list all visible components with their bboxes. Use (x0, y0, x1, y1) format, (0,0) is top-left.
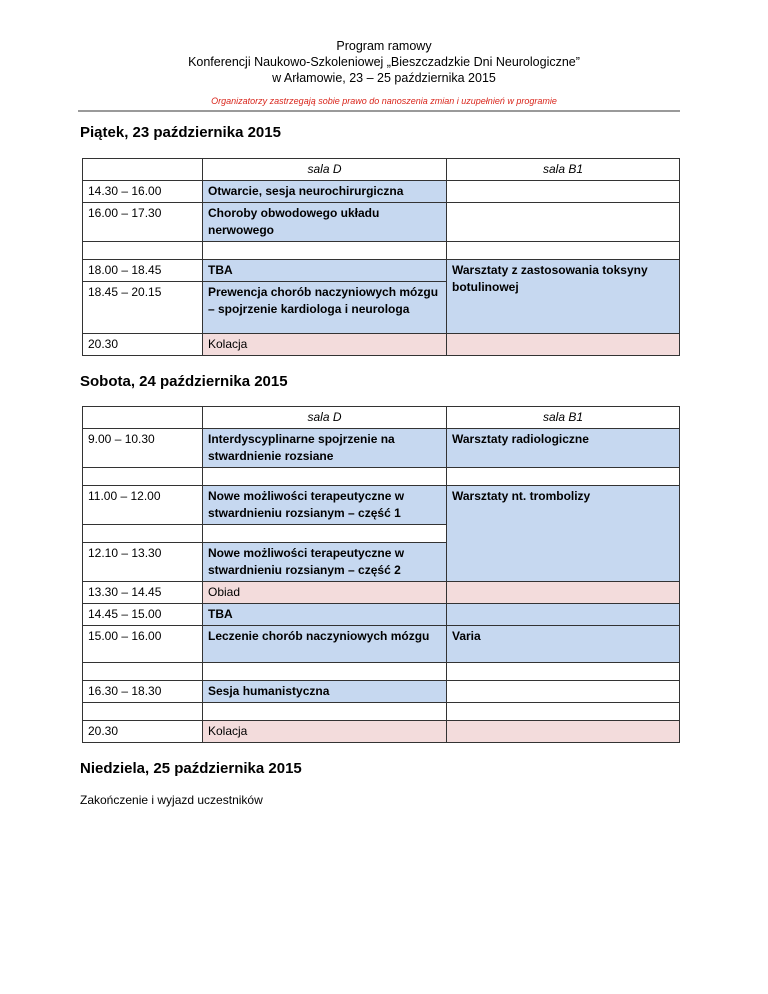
table-row (83, 429, 680, 468)
session-cell: TBA (203, 604, 447, 626)
empty-cell (203, 242, 447, 260)
room-header-sala-d: sala D (203, 159, 447, 181)
time-cell: 15.00 – 16.00 (83, 626, 203, 663)
table-row (83, 604, 680, 626)
time-cell: 20.30 (83, 721, 203, 743)
table-row (83, 486, 680, 525)
time-cell: 20.30 (83, 334, 203, 356)
empty-cell (447, 203, 680, 242)
workshop-cell: Warsztaty z zastosowania toksyny botulinowej (447, 260, 680, 334)
empty-cell (83, 468, 203, 486)
empty-cell (447, 703, 680, 721)
empty-cell (83, 242, 203, 260)
table-header-row (83, 159, 680, 181)
saturday-table (82, 406, 680, 743)
empty-cell (83, 663, 203, 681)
dinner-cell: Kolacja (203, 721, 447, 743)
dinner-empty-cell (447, 334, 680, 356)
room-header-sala-d: sala D (203, 407, 447, 429)
dinner-cell: Kolacja (203, 334, 447, 356)
time-cell: 18.00 – 18.45 (83, 260, 203, 282)
empty-cell (447, 663, 680, 681)
time-cell: 18.45 – 20.15 (83, 282, 203, 334)
empty-cell (203, 468, 447, 486)
empty-cell (447, 468, 680, 486)
session-cell: Interdyscyplinarne spojrzenie na stwardnienie rozsiane (203, 429, 447, 468)
header-empty-cell (83, 407, 203, 429)
table-row (83, 681, 680, 703)
header-location-dates: w Arłamowie, 23 – 25 października 2015 (272, 71, 496, 85)
table-row (83, 260, 680, 282)
header-empty-cell (83, 159, 203, 181)
lunch-cell: Obiad (203, 582, 447, 604)
table-row (83, 181, 680, 203)
empty-cell (447, 242, 680, 260)
empty-cell (447, 181, 680, 203)
time-cell: 16.30 – 18.30 (83, 681, 203, 703)
friday-heading: Piątek, 23 października 2015 (80, 124, 281, 141)
session-cell: Leczenie chorób naczyniowych mózgu (203, 626, 447, 663)
break-row (83, 703, 680, 721)
time-cell: 14.45 – 15.00 (83, 604, 203, 626)
header-title: Program ramowy (336, 39, 432, 53)
table-row (83, 334, 680, 356)
workshop-cell: Warsztaty radiologiczne (447, 429, 680, 468)
session-cell: Nowe możliwości terapeutyczne w stwardnieniu rozsianym – część 2 (203, 543, 447, 582)
saturday-heading: Sobota, 24 października 2015 (80, 373, 288, 390)
room-header-sala-b1: sala B1 (447, 407, 680, 429)
session-cell: Prewencja chorób naczyniowych mózgu – spojrzenie kardiologa i neurologa (203, 282, 447, 334)
closing-text: Zakończenie i wyjazd uczestników (80, 793, 263, 807)
time-cell: 11.00 – 12.00 (83, 486, 203, 525)
header-conference: Konferencji Naukowo-Szkoleniowej „Bieszczadzkie Dni Neurologiczne” (188, 55, 580, 69)
sunday-heading: Niedziela, 25 października 2015 (80, 760, 302, 777)
time-cell: 13.30 – 14.45 (83, 582, 203, 604)
dinner-empty-cell (447, 721, 680, 743)
break-row (83, 663, 680, 681)
empty-cell (203, 525, 447, 543)
time-cell: 9.00 – 10.30 (83, 429, 203, 468)
table-row (83, 626, 680, 663)
table-row (83, 203, 680, 242)
empty-cell (203, 663, 447, 681)
session-cell: Sesja humanistyczna (203, 681, 447, 703)
header-disclaimer: Organizatorzy zastrzegają sobie prawo do nanoszenia zmian i uzupełnień w programie (211, 96, 557, 106)
break-row (83, 242, 680, 260)
header-divider (78, 110, 680, 112)
session-cell: TBA (203, 260, 447, 282)
empty-cell (83, 703, 203, 721)
table-row (83, 582, 680, 604)
session-cell: Choroby obwodowego układu nerwowego (203, 203, 447, 242)
empty-cell (447, 681, 680, 703)
workshop-cell: Warsztaty nt. trombolizy (447, 486, 680, 582)
empty-cell (83, 525, 203, 543)
empty-cell (447, 604, 680, 626)
friday-table (82, 158, 680, 356)
time-cell: 16.00 – 17.30 (83, 203, 203, 242)
workshop-cell: Varia (447, 626, 680, 663)
room-header-sala-b1: sala B1 (447, 159, 680, 181)
lunch-empty-cell (447, 582, 680, 604)
empty-cell (203, 703, 447, 721)
time-cell: 12.10 – 13.30 (83, 543, 203, 582)
session-cell: Nowe możliwości terapeutyczne w stwardnieniu rozsianym – część 1 (203, 486, 447, 525)
table-row (83, 721, 680, 743)
table-header-row (83, 407, 680, 429)
break-row (83, 468, 680, 486)
time-cell: 14.30 – 16.00 (83, 181, 203, 203)
session-cell: Otwarcie, sesja neurochirurgiczna (203, 181, 447, 203)
